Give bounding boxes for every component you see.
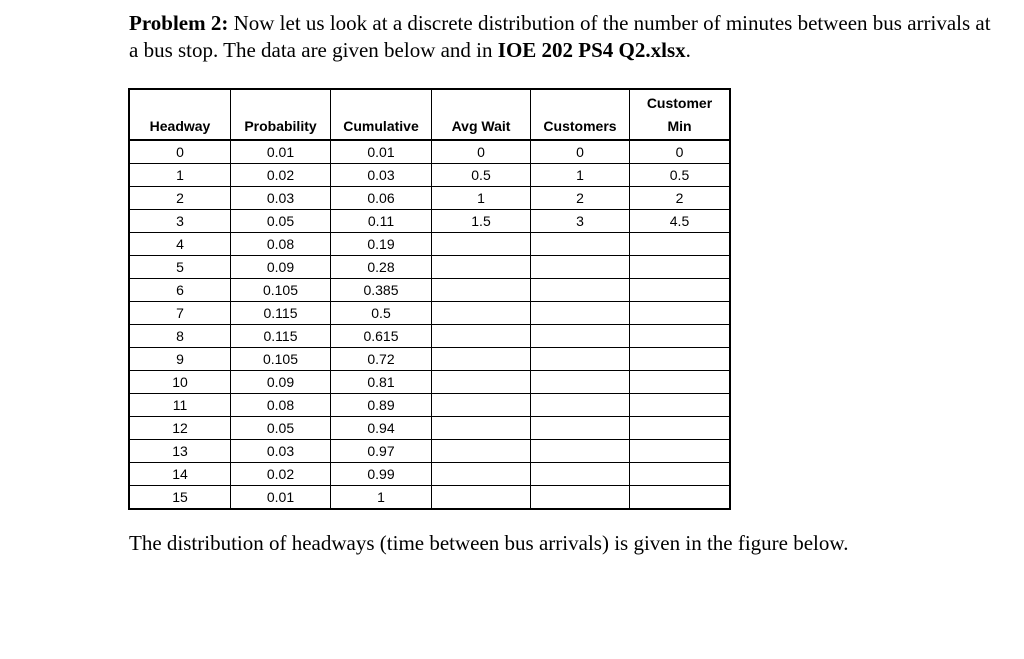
header-customer-min: Customer Min <box>630 89 731 140</box>
cell-headway: 8 <box>129 325 231 348</box>
cell-avg-wait <box>432 417 531 440</box>
cell-customer-min: 0 <box>630 140 731 164</box>
cell-customer-min: 2 <box>630 187 731 210</box>
cell-avg-wait: 1.5 <box>432 210 531 233</box>
cell-cumulative: 0.03 <box>331 164 432 187</box>
cell-headway: 11 <box>129 394 231 417</box>
table-row <box>129 279 730 302</box>
cell-customer-min <box>630 256 731 279</box>
cell-customers <box>531 394 630 417</box>
cell-cumulative: 0.06 <box>331 187 432 210</box>
cell-headway: 12 <box>129 417 231 440</box>
cell-avg-wait <box>432 325 531 348</box>
cell-customers <box>531 348 630 371</box>
cell-probability: 0.115 <box>231 325 331 348</box>
cell-cumulative: 0.72 <box>331 348 432 371</box>
cell-headway: 4 <box>129 233 231 256</box>
cell-headway: 14 <box>129 463 231 486</box>
cell-customers: 3 <box>531 210 630 233</box>
cell-avg-wait: 0 <box>432 140 531 164</box>
cell-probability: 0.115 <box>231 302 331 325</box>
cell-customers <box>531 371 630 394</box>
header-cumulative: Cumulative <box>331 89 432 140</box>
cell-probability: 0.105 <box>231 348 331 371</box>
cell-probability: 0.03 <box>231 187 331 210</box>
problem-label: Problem 2: <box>129 11 229 35</box>
cell-customers: 0 <box>531 140 630 164</box>
cell-customer-min <box>630 279 731 302</box>
cell-customer-min <box>630 348 731 371</box>
cell-avg-wait <box>432 256 531 279</box>
figure-caption: The distribution of headways (time between bus arrivals) is given in the figure below. <box>129 531 849 555</box>
cell-cumulative: 0.81 <box>331 371 432 394</box>
cell-avg-wait <box>432 486 531 510</box>
headway-table <box>128 88 731 510</box>
cell-headway: 9 <box>129 348 231 371</box>
cell-probability: 0.03 <box>231 440 331 463</box>
cell-customer-min <box>630 371 731 394</box>
file-name: IOE 202 PS4 Q2.xlsx <box>497 38 686 62</box>
cell-probability: 0.09 <box>231 371 331 394</box>
cell-avg-wait <box>432 233 531 256</box>
cell-probability: 0.02 <box>231 463 331 486</box>
cell-cumulative: 0.97 <box>331 440 432 463</box>
cell-cumulative: 1 <box>331 486 432 510</box>
cell-customers <box>531 486 630 510</box>
cell-customer-min <box>630 486 731 510</box>
cell-cumulative: 0.5 <box>331 302 432 325</box>
table-row <box>129 256 730 279</box>
table-row <box>129 394 730 417</box>
cell-probability: 0.08 <box>231 394 331 417</box>
table-row <box>129 417 730 440</box>
cell-probability: 0.01 <box>231 486 331 510</box>
table-row <box>129 440 730 463</box>
cell-headway: 6 <box>129 279 231 302</box>
cell-customers <box>531 256 630 279</box>
cell-probability: 0.09 <box>231 256 331 279</box>
header-customers: Customers <box>531 89 630 140</box>
cell-cumulative: 0.01 <box>331 140 432 164</box>
cell-cumulative: 0.11 <box>331 210 432 233</box>
cell-customer-min <box>630 394 731 417</box>
cell-headway: 2 <box>129 187 231 210</box>
cell-customer-min <box>630 302 731 325</box>
cell-customers <box>531 463 630 486</box>
table-row <box>129 140 730 164</box>
cell-avg-wait <box>432 371 531 394</box>
cell-customer-min <box>630 440 731 463</box>
cell-cumulative: 0.28 <box>331 256 432 279</box>
cell-customers <box>531 325 630 348</box>
cell-probability: 0.05 <box>231 417 331 440</box>
cell-customers <box>531 302 630 325</box>
table-row <box>129 164 730 187</box>
table-row <box>129 463 730 486</box>
table-body <box>129 140 730 509</box>
problem-text: Now let us look at a discrete distribution of the number of minutes between bus arrivals at a bus stop. The data are given below and in <box>129 11 991 62</box>
table-row <box>129 302 730 325</box>
cell-headway: 15 <box>129 486 231 510</box>
cell-customers: 1 <box>531 164 630 187</box>
cell-cumulative: 0.19 <box>331 233 432 256</box>
header-headway: Headway <box>129 89 231 140</box>
table-row <box>129 187 730 210</box>
cell-avg-wait <box>432 279 531 302</box>
table-row <box>129 348 730 371</box>
problem-statement <box>129 10 999 64</box>
header-row <box>129 89 730 140</box>
cell-cumulative: 0.615 <box>331 325 432 348</box>
cell-customers <box>531 279 630 302</box>
cell-customer-min <box>630 417 731 440</box>
table-row <box>129 371 730 394</box>
cell-customers: 2 <box>531 187 630 210</box>
table-row <box>129 325 730 348</box>
cell-cumulative: 0.99 <box>331 463 432 486</box>
cell-avg-wait <box>432 348 531 371</box>
cell-customer-min: 4.5 <box>630 210 731 233</box>
cell-customer-min <box>630 325 731 348</box>
cell-headway: 1 <box>129 164 231 187</box>
cell-customer-min: 0.5 <box>630 164 731 187</box>
cell-headway: 13 <box>129 440 231 463</box>
cell-customers <box>531 233 630 256</box>
cell-customers <box>531 440 630 463</box>
header-probability: Probability <box>231 89 331 140</box>
cell-probability: 0.08 <box>231 233 331 256</box>
cell-headway: 10 <box>129 371 231 394</box>
cell-probability: 0.105 <box>231 279 331 302</box>
cell-avg-wait <box>432 394 531 417</box>
table-row <box>129 233 730 256</box>
cell-headway: 3 <box>129 210 231 233</box>
cell-cumulative: 0.94 <box>331 417 432 440</box>
cell-customer-min <box>630 463 731 486</box>
cell-avg-wait <box>432 440 531 463</box>
cell-avg-wait: 1 <box>432 187 531 210</box>
cell-avg-wait <box>432 302 531 325</box>
table-row <box>129 210 730 233</box>
table-row <box>129 486 730 510</box>
cell-customers <box>531 417 630 440</box>
cell-cumulative: 0.385 <box>331 279 432 302</box>
cell-probability: 0.02 <box>231 164 331 187</box>
cell-avg-wait <box>432 463 531 486</box>
cell-avg-wait: 0.5 <box>432 164 531 187</box>
header-avg-wait: Avg Wait <box>432 89 531 140</box>
cell-cumulative: 0.89 <box>331 394 432 417</box>
problem-text-end: . <box>685 38 691 62</box>
cell-headway: 0 <box>129 140 231 164</box>
cell-probability: 0.05 <box>231 210 331 233</box>
cell-headway: 7 <box>129 302 231 325</box>
cell-probability: 0.01 <box>231 140 331 164</box>
cell-headway: 5 <box>129 256 231 279</box>
cell-customer-min <box>630 233 731 256</box>
